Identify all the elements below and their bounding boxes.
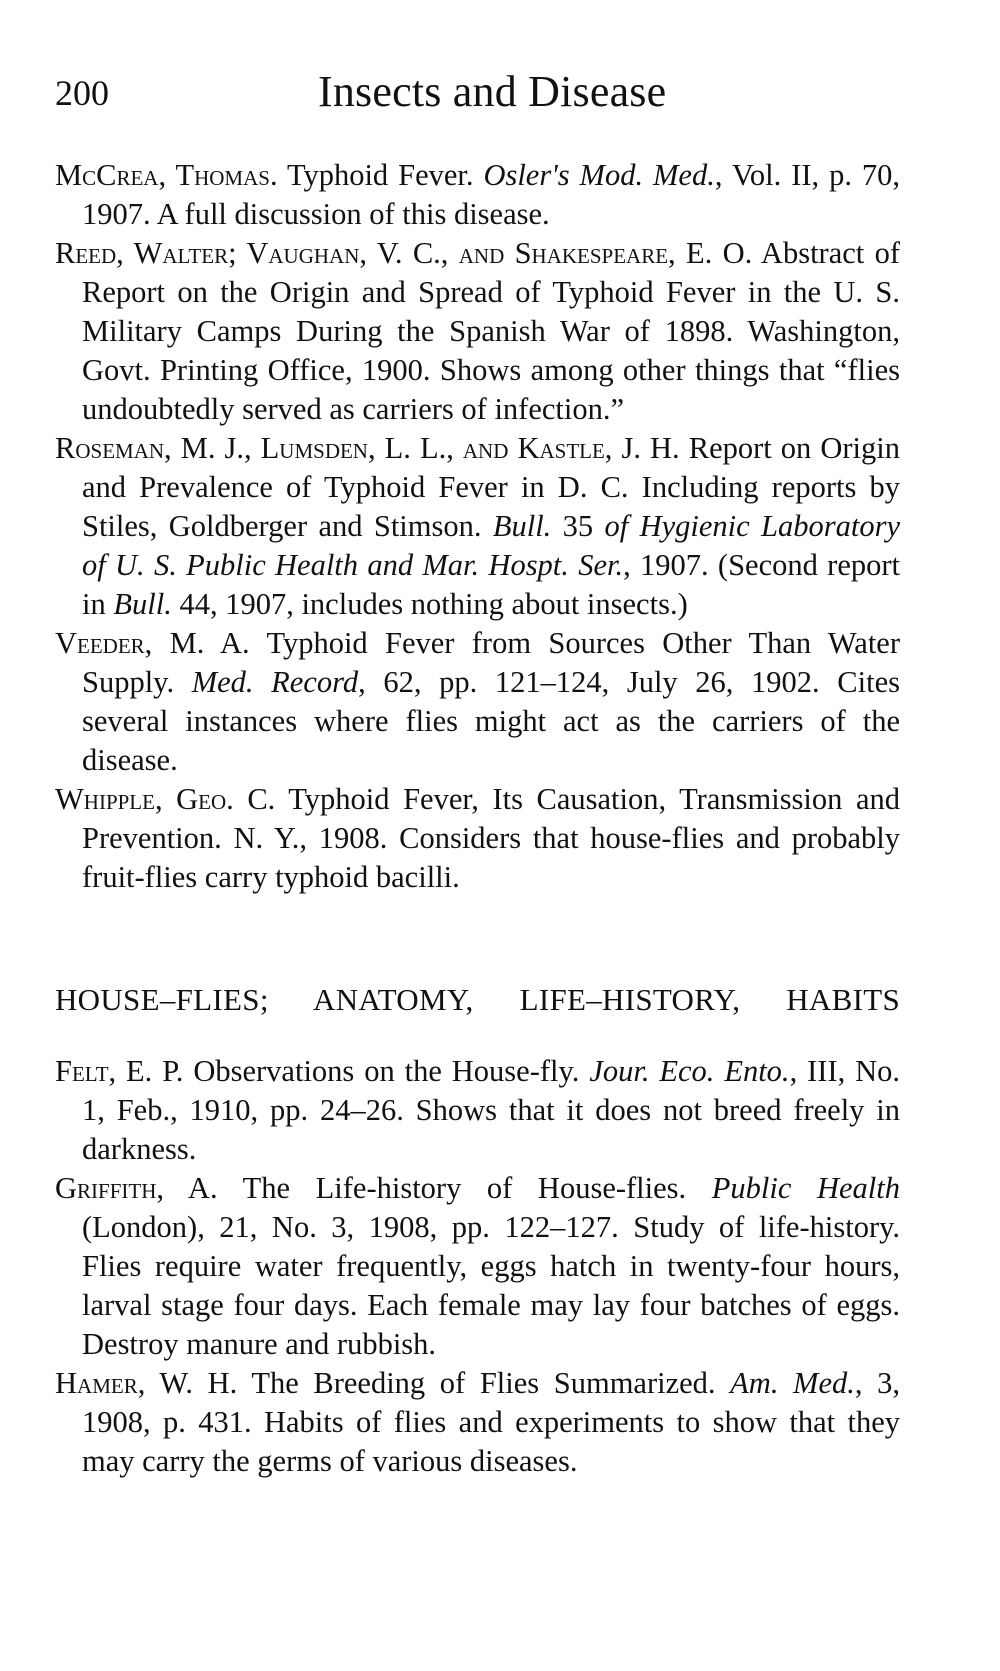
running-title: Insects and Disease: [318, 67, 667, 116]
entry-text: , III, No. 1, Feb., 1910, pp. 24–26. Shows that it does not breed freely in darkness.: [82, 1054, 901, 1166]
bibliography-entry: [55, 156, 900, 234]
entry-text: Report on Origin and Prevalence of Typhoid Fever in D. C. Including reports by Stiles, Goldberger and Stimson.: [82, 431, 900, 543]
entry-text: Typhoid Fever.: [277, 158, 484, 192]
bibliography-entry: [55, 624, 900, 780]
bibliography-entry: [55, 1052, 900, 1169]
entry-source-italic: Am. Med.: [730, 1366, 855, 1400]
entry-text: The Breeding of Flies Summarized.: [237, 1366, 731, 1400]
bibliography-typhoid: [55, 156, 900, 897]
bibliography-entry: [55, 1169, 900, 1364]
entry-source-italic: Med. Record: [191, 665, 359, 699]
entry-text: Observations on the House-fly.: [183, 1054, 590, 1088]
entry-author: Felt, E. P.: [55, 1054, 184, 1088]
entry-text: (London), 21, No. 3, 1908, pp. 122–127. Study of life-history. Flies require water frequently, eggs hatch in twenty-four hours, larval stage four days. Each female may lay four batches of eggs. Destroy manure and rubbish.: [82, 1210, 900, 1361]
entry-text: Typhoid Fever from Sources Other Than Water Supply.: [82, 626, 900, 699]
section-heading: HOUSE–FLIES; ANATOMY, LIFE–HISTORY, HABITS: [55, 982, 900, 1017]
bibliography-entry: [55, 234, 900, 429]
entry-text: , 62, pp. 121–124, July 26, 1902. Cites several instances where flies might act as the carriers of the disease.: [82, 665, 900, 777]
bibliography-entry: [55, 1364, 900, 1481]
entry-author: Whipple, Geo. C.: [55, 782, 276, 816]
entry-author: Hamer, W. H.: [55, 1366, 238, 1400]
entry-source-italic: Bull.: [492, 509, 552, 543]
entry-source-italic: Jour. Eco. Ento.: [589, 1054, 790, 1088]
bibliography-entry: [55, 780, 900, 897]
page-number: 200: [55, 73, 109, 113]
entry-author: Veeder, M. A.: [55, 626, 250, 660]
entry-text: , Vol. II, p. 70, 1907. A full discussion of this disease.: [82, 158, 900, 231]
entry-text: Typhoid Fever, Its Causation, Transmission and Prevention. N. Y., 1908. Considers that house-flies and probably fruit-flies carry typhoid bacilli.: [82, 782, 900, 894]
entry-source-italic: Public Health: [711, 1171, 900, 1205]
entry-source-italic: of Hygienic Laboratory of U. S. Public Health and Mar. Hospt. Ser.: [82, 509, 901, 582]
entry-author: Roseman, M. J., Lumsden, L. L., and Kastle, J. H.: [55, 431, 680, 465]
entry-author: McCrea, Thomas.: [55, 158, 278, 192]
entry-source-italic: Bull.: [113, 587, 172, 621]
entry-text: 44, 1907, includes nothing about insects.): [171, 587, 688, 621]
entry-text: , 1907. (Second report in: [82, 548, 900, 621]
entry-text: , 3, 1908, p. 431. Habits of flies and experiments to show that they may carry the germs of various diseases.: [82, 1366, 900, 1478]
entry-text: 35: [551, 509, 605, 543]
entry-author: Reed, Walter; Vaughan, V. C., and Shakespeare, E. O.: [55, 236, 753, 270]
bibliography-entry: [55, 429, 900, 624]
bibliography-house-flies: [55, 1052, 900, 1481]
entry-text: Abstract of Report on the Origin and Spread of Typhoid Fever in the U. S. Military Camps During the Spanish War of 1898. Washington, Govt. Printing Office, 1900. Shows among other things that “flies undoubtedly served as carriers of infection.”: [82, 236, 900, 426]
entry-author: Griffith, A.: [55, 1171, 218, 1205]
entry-text: The Life-history of House-flies.: [217, 1171, 712, 1205]
entry-source-italic: Osler's Mod. Med.: [483, 158, 715, 192]
